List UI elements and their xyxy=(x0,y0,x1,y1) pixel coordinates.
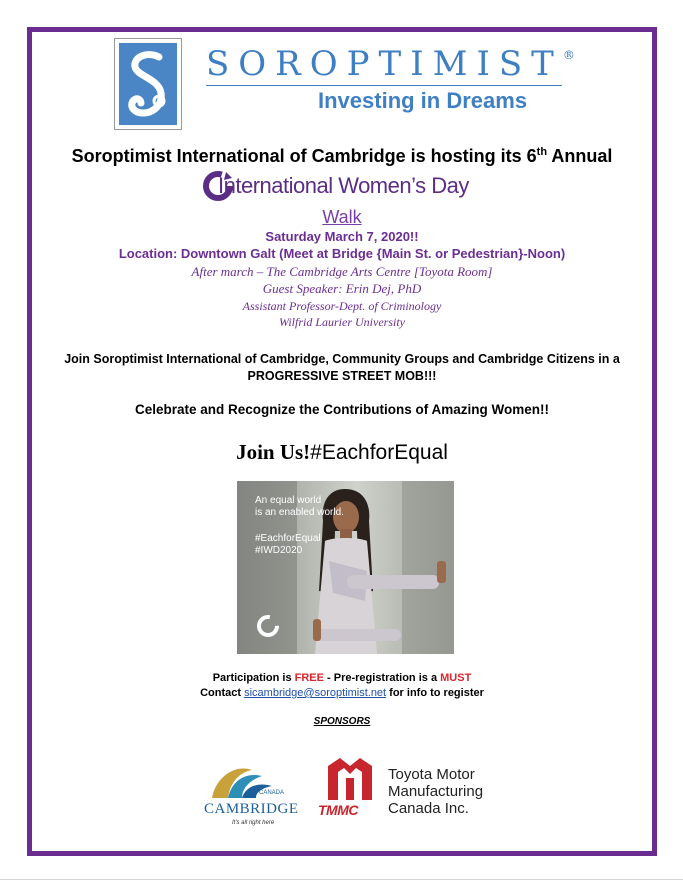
celebrate-line: Celebrate and Recognize the Contributions of Amazing Women!! xyxy=(134,402,550,417)
speaker-title: Assistant Professor-Dept. of Criminology xyxy=(242,299,442,313)
event-location: Location: Downtown Galt (Meet at Bridge {Main St. or Pedestrian}-Noon) xyxy=(118,246,566,261)
cambridge-tagline: It's all right here xyxy=(232,820,275,826)
join-us-heading: Join Us!#EachforEqual xyxy=(236,440,448,464)
brand-tagline: Investing in Dreams xyxy=(318,88,528,113)
participation-line: Participation is FREE - Pre-registration is a MUST xyxy=(212,672,472,684)
page-bottom-rule xyxy=(0,879,683,880)
brand-name: SOROPTIMIST® xyxy=(206,44,575,84)
soroptimist-s-icon xyxy=(119,43,177,125)
speaker-university: Wilfrid Laurier University xyxy=(279,315,405,329)
photo-hashtags: #EachforEqual #IWD2020 xyxy=(255,533,321,556)
toyota-name: Toyota Motor Manufacturing Canada Inc. xyxy=(388,766,484,817)
soroptimist-logo xyxy=(114,38,182,130)
brand-divider xyxy=(206,85,562,86)
tmmc-wordmark: TMMC xyxy=(318,802,358,818)
cambridge-canada: CANADA xyxy=(259,790,285,796)
walk-heading: Walk xyxy=(322,207,362,227)
sponsors-heading: SPONSORS xyxy=(313,716,371,727)
tmmc-logo-icon xyxy=(322,756,378,802)
contact-line: Contact sicambridge@soroptimist.net for info to register xyxy=(200,687,484,699)
after-march: After march – The Cambridge Arts Centre [Toyota Room] xyxy=(191,264,493,279)
photo-slogan: An equal world is an enabled world. xyxy=(255,495,344,518)
contact-email-link[interactable]: sicambridge@soroptimist.net xyxy=(244,687,387,699)
iwd-title: International Women’s Day xyxy=(218,173,469,198)
hosting-heading: Soroptimist International of Cambridge is hosting its 6th Annual xyxy=(71,146,613,166)
join-paragraph: Join Soroptimist International of Cambridge, Community Groups and Cambridge Citizens in a PROGRESSIVE STREET MOB!!! xyxy=(64,352,620,383)
cambridge-wordmark: CAMBRIDGE xyxy=(204,801,299,817)
iwd-campaign-photo xyxy=(237,481,454,654)
event-date: Saturday March 7, 2020!! xyxy=(265,229,419,244)
guest-speaker: Guest Speaker: Erin Dej, PhD xyxy=(262,281,422,296)
